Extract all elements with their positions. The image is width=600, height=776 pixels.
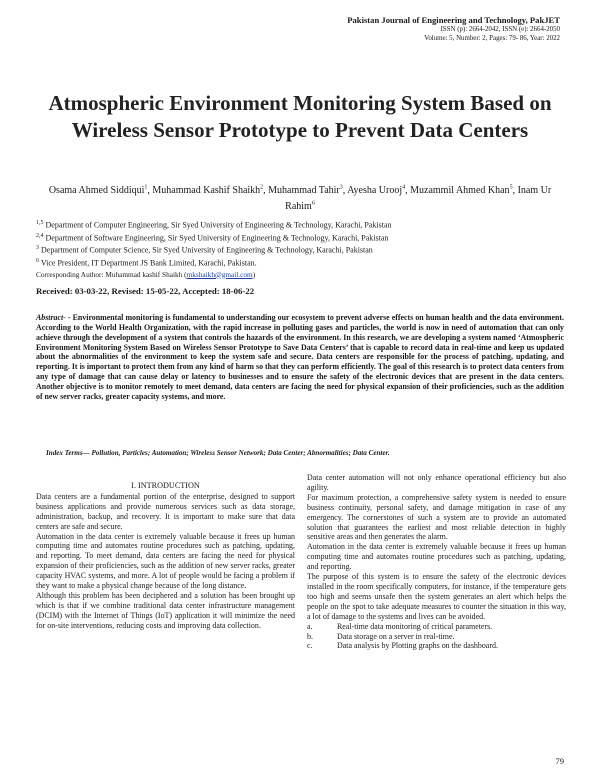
affiliation-list bbox=[36, 218, 566, 280]
journal-header bbox=[347, 15, 560, 43]
paragraph: For maximum protection, a comprehensive safety system is needed to ensure business continuity, personal safety, and damage mitigation in case of any emergency. The cornerstones of such a system are to provide an automated solution that guarantees the earliest and most reliable detection in highly sensitive areas and then generates the alarm. bbox=[307, 492, 566, 542]
journal-name: Pakistan Journal of Engineering and Technology, PakJET bbox=[347, 15, 560, 25]
paragraph: Although this problem has been deciphered and a solution has been brought up which is that if we combine traditional data center infrastructure management (DCIM) with the Internet of Things (IoT) application it will minimize the need for on-site interventions, reducing costs and improving data collection. bbox=[36, 590, 295, 630]
author: Muhammad Tahir$^3$, bbox=[268, 185, 348, 197]
list-item: b. Data storage on a server in real-time. bbox=[307, 631, 455, 641]
objectives-list bbox=[307, 622, 566, 652]
abstract-text: - Environmental monitoring is fundamental to understanding our ecosystem to prevent adverse effects on human health and the data environment. According to the World Health Organization, with the rapid increase in polluting gases and particles, the world is now in need of automation that can only achieve through the development of a system that controls the hazards of the environment. In this research, we are developing a system named ‘Atmospheric Environment Monitoring System Based on Wireless Sensor Prototype to Save Data Centers’ that is capable to record data in real-time and keep us updated about the abnormalities of the environment to keep the system safe and secure. Data centers are responsible for the process of patching, updating, and reporting. It is important to protect them from any kind of harm so that they can perform efficiently. The goal of this research is to protect data centers from any type of damage that can cause delay or latency to businesses and to ensure the safety of the electronic devices that are present in the data centers. Another objective is to monitor remotely to meet demand, data centers are facing the need for physical expansion of their proficiencies, such as the addition of new server racks, greater capacity systems, and more. bbox=[36, 313, 564, 401]
submission-dates: Received: 03-03-22, Revised: 15-05-22, Accepted: 18-06-22 bbox=[36, 286, 255, 296]
corresponding-author: Corresponding Author: Muhammad kashif Shaikh (mkshaikh@gmail.com) bbox=[36, 269, 256, 279]
affiliation: $^6$ Vice President, IT Department JS Bank Limited, Karachi, Pakistan. bbox=[36, 257, 257, 268]
paragraph: Automation in the data center is extremely valuable because it frees up human computing time and automates routine procedures such as patching, updating, and reporting. To meet demand, data centers are facing the need for physical expansion of their proficiencies, such as the addition of new server racks, greater capacity HVAC systems, and more. A lot of people would be facing a problem if they want to make a physical change because of the long distance. bbox=[36, 531, 295, 591]
list-item: c. Data analysis by Plotting graphs on the dashboard. bbox=[307, 641, 498, 651]
left-column bbox=[36, 481, 295, 631]
author: Ayesha Urooj$^4$, bbox=[347, 185, 411, 197]
author: Muzammil Ahmed Khan$^5$, bbox=[410, 185, 518, 197]
index-terms: Index Terms— Pollution, Particles; Automation; Wireless Sensor Network; Data Center; Abnormalities; Data Center. bbox=[46, 449, 390, 457]
journal-issn: ISSN (p): 2664-2042, ISSN (e): 2664-2050 bbox=[440, 26, 560, 33]
author: Inam Ur Rahim$^6$ bbox=[285, 185, 552, 212]
paper-title: Atmospheric Environment Monitoring System Based on Wireless Sensor Prototype to Prevent Data Centers bbox=[48, 91, 552, 142]
author-email-link[interactable]: mkshaikh@gmail.com bbox=[186, 269, 253, 279]
paragraph: Data center automation will not only enhance operational efficiency but also agility. bbox=[307, 473, 566, 492]
paragraph: Data centers are a fundamental portion of the enterprise, designed to support business applications and provide numerous services such as data storage, administration, backup, and recovery. It is important to make sure that data centers are safe and secure. bbox=[36, 491, 295, 531]
journal-volume: Volume: 5, Number: 2, Pages: 79- 86, Year: 2022 bbox=[424, 34, 560, 42]
abstract bbox=[36, 313, 564, 402]
affiliation: $^3$ Department of Computer Science, Sir Syed University of Engineering & Technology, Karachi, Pakistan bbox=[36, 245, 373, 255]
affiliation: $^{2,4}$ Department of Software Engineering, Sir Syed University of Engineering & Technology, Karachi, Pakistan bbox=[36, 232, 389, 243]
paragraph: Automation in the data center is extremely valuable because it frees up human computing time and automates routine procedures such as patching, updating, and reporting. bbox=[307, 542, 566, 572]
author: Muhammad Kashif Shaikh$^2$, bbox=[152, 185, 269, 197]
affiliation: $^{1,5}$ Department of Computer Engineering, Sir Syed University of Engineering & Technology, Karachi, Pakistan bbox=[36, 220, 392, 230]
list-item: a. Real-time data monitoring of critical parameters. bbox=[307, 621, 493, 631]
abstract-label: Abstract- bbox=[36, 313, 66, 322]
page-number: 79 bbox=[555, 756, 564, 766]
section-heading-introduction: I. INTRODUCTION bbox=[131, 481, 200, 490]
paragraph: The purpose of this system is to ensure the safety of the electronic devices installed in the room specifically computers, for instance, if the temperature gets too high and seems unsafe then the system generates an alert which helps the people on the spot to take adequate measures to counter the situation in this way, a lot of damage to the systems and lives can be avoided. bbox=[307, 572, 566, 621]
author: Osama Ahmed Siddiqui$^1$, bbox=[48, 185, 153, 197]
right-column bbox=[307, 473, 566, 651]
author-list bbox=[40, 182, 560, 213]
